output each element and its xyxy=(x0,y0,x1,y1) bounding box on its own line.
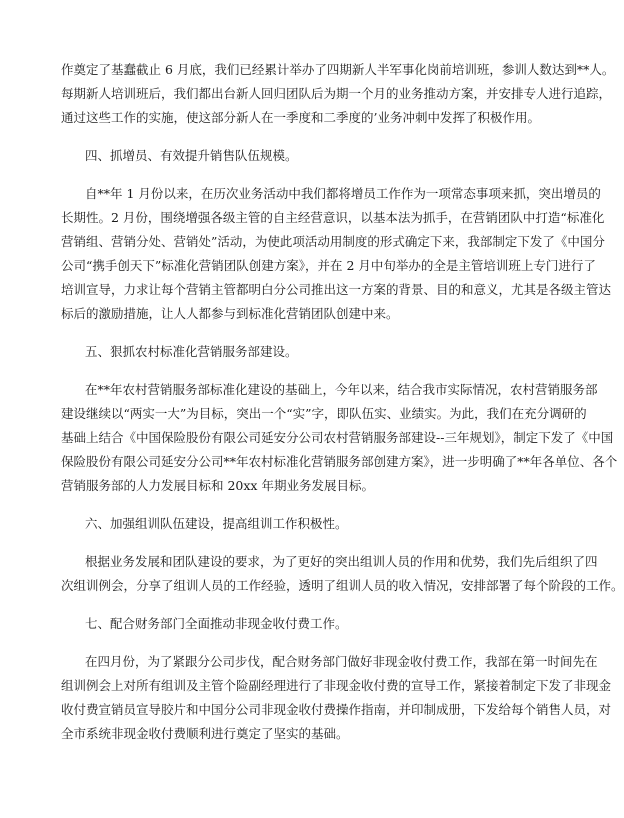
heading-text: 四、抓增员、有效提升销售队伍规模。 xyxy=(85,148,298,163)
heading-text: 七、配合财务部门全面推动非现金收付费工作。 xyxy=(85,616,348,631)
text-line: 根据业务发展和团队建设的要求，为了更好的突出组训人员的作用和优势，我们先后组织了四 xyxy=(85,554,598,569)
text-line: 培训宣导，力求让每个营销主管都明白分公司推出这一方案的背景、目的和意义，尤其是各级主管达 xyxy=(61,282,612,297)
text-line: 自**年 1 月份以来，在历次业务活动中我们都将增员工作作为一项常态事项来抓，突出增员的 xyxy=(85,186,601,201)
text-line: 每期新人培训班后，我们都出台新人回归团队后为期一个月的业务推动方案，并安排专人进行追踪， xyxy=(61,86,612,101)
section-heading xyxy=(61,340,548,364)
text-line: 营销组、营销分处、营销处”活动，为使此项活动用制度的形式确定下来，我部制定下发了《中国分 xyxy=(61,234,605,249)
paragraph xyxy=(61,182,612,326)
text-line: 收付费宣销员宣导胶片和中国分公司非现金收付费操作指南，并印制成册，下发给每个销售人员，对 xyxy=(61,702,612,717)
paragraph xyxy=(61,378,618,498)
heading-text: 六、加强组训队伍建设，提高组训工作积极性。 xyxy=(85,516,348,531)
paragraph xyxy=(61,58,615,130)
text-line: 全市系统非现金收付费顺利进行奠定了坚实的基础。 xyxy=(61,726,349,741)
paragraph xyxy=(61,650,612,746)
text-line: 在四月份，为了紧跟分公司步伐，配合财务部门做好非现金收付费工作，我部在第一时间先在 xyxy=(85,654,598,669)
text-line: 标后的激励措施，让人人都参与到标准化营销团队创建中来。 xyxy=(61,306,399,321)
section-heading xyxy=(61,612,548,636)
heading-text: 五、狠抓农村标准化营销服务部建设。 xyxy=(85,344,298,359)
text-line: 通过这些工作的实施，使这部分新人在一季度和二季度的’业务冲刺中发挥了积极作用。 xyxy=(61,110,540,125)
text-line: 作奠定了基蠢截止 6 月底，我们已经累计举办了四期新人半军事化岗前培训班，参训人数达到**人。 xyxy=(61,62,615,77)
text-line: 长期性。2 月份，围绕增强各级主管的自主经营意识，以基本法为抓手，在营销团队中打造“标准化 xyxy=(61,210,605,225)
section-heading xyxy=(61,144,548,168)
document-body xyxy=(61,58,624,746)
text-line: 在**年农村营销服务部标准化建设的基础上，今年以来，结合我市实际情况，农村营销服务部 xyxy=(85,382,598,397)
text-line: 次组训例会，分享了组训人员的工作经验，透明了组训人员的收入情况，安排部署了每个阶段的工作。 xyxy=(61,578,624,593)
text-line: 组训例会上对所有组训及主管个险副经理进行了非现金收付费的宣导工作，紧接着制定下发了非现金 xyxy=(61,678,612,693)
text-line: 保险股份有限公司延安分公司**年农村标准化营销服务部创建方案》，进一步明确了**年各单位、各个 xyxy=(61,454,618,469)
paragraph xyxy=(61,550,624,598)
text-line: 公司“携手创天下”标准化营销团队创建方案》，并在 2 月中旬举办的全是主管培训班上专门进行了 xyxy=(61,258,596,273)
text-line: 营销服务部的人力发展目标和 20xx 年期业务发展目标。 xyxy=(61,478,374,493)
text-line: 建设继续以“两实一大”为目标，突出一个“实”字，即队伍实、业绩实。为此，我们在充分调研的 xyxy=(61,406,587,421)
text-line: 基础上结合《中国保险股份有限公司延安分公司农村营销服务部建设--三年规划》，制定下发了《中国 xyxy=(61,430,614,445)
section-heading xyxy=(61,512,548,536)
